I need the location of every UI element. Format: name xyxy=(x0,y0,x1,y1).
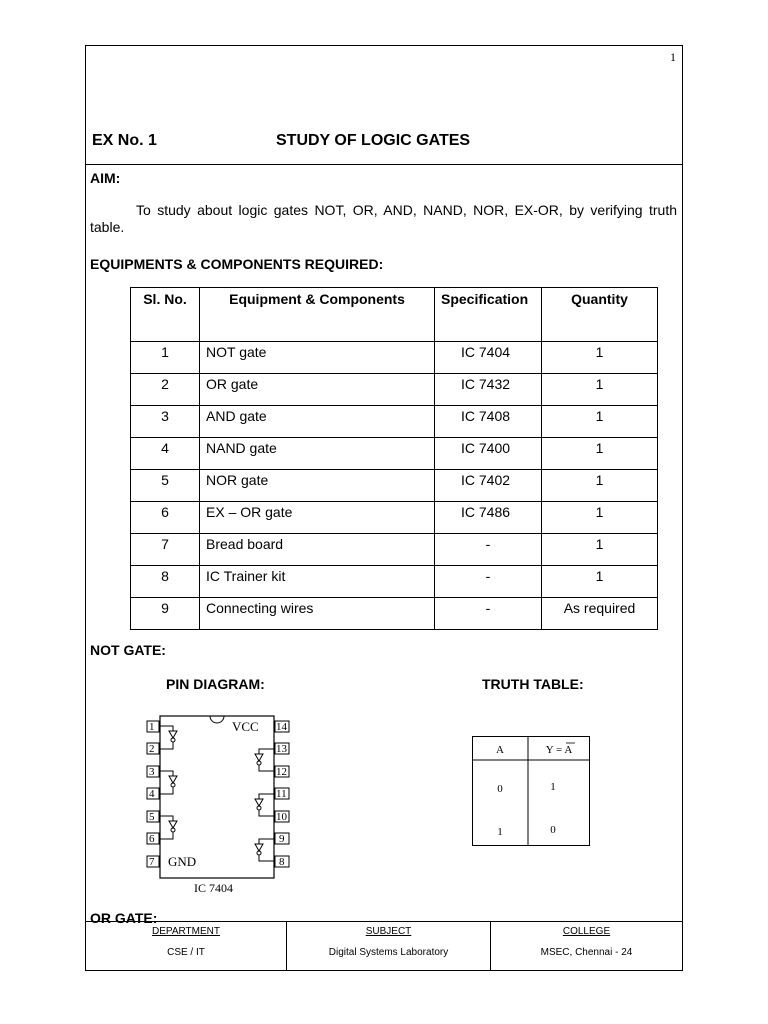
cell-specification: - xyxy=(435,534,542,566)
ic-notch xyxy=(210,716,224,723)
cell-equipment: AND gate xyxy=(200,406,435,438)
aim-text: To study about logic gates NOT, OR, AND, NAND, NOR, EX-OR, by verifying truth table. xyxy=(90,202,677,235)
table-row xyxy=(131,598,658,630)
pin-13: 13 xyxy=(276,743,287,755)
cell-quantity: 1 xyxy=(542,502,658,534)
col-header-slno: Sl. No. xyxy=(131,288,200,342)
page-title: STUDY OF LOGIC GATES xyxy=(276,132,471,149)
cell-slno: 5 xyxy=(131,470,200,502)
table-row xyxy=(131,406,658,438)
pin-12: 12 xyxy=(276,766,287,778)
table-row xyxy=(131,438,658,470)
inverter-gates-left xyxy=(160,726,177,839)
col-a-header: A xyxy=(496,744,504,756)
pin-14: 14 xyxy=(276,721,287,733)
pin-2: 2 xyxy=(149,743,155,755)
pin-11: 11 xyxy=(276,788,287,800)
cell-specification: - xyxy=(435,598,542,630)
cell-equipment: OR gate xyxy=(200,374,435,406)
pin-7: 7 xyxy=(149,856,155,868)
col-header-quantity: Quantity xyxy=(542,288,658,342)
cell-equipment: NOT gate xyxy=(200,342,435,374)
pin-3: 3 xyxy=(149,766,155,778)
cell-specification: IC 7432 xyxy=(435,374,542,406)
table-row xyxy=(131,566,658,598)
not-gate-heading: NOT GATE: xyxy=(90,642,166,658)
cell-specification: IC 7402 xyxy=(435,470,542,502)
pin-1: 1 xyxy=(149,721,155,733)
subject-value: Digital Systems Laboratory xyxy=(328,947,449,958)
truth-table-heading: TRUTH TABLE: xyxy=(482,676,584,692)
cell-slno: 7 xyxy=(131,534,200,566)
footer-college xyxy=(490,922,682,970)
cell-slno: 8 xyxy=(131,566,200,598)
equipment-heading: EQUIPMENTS & COMPONENTS REQUIRED: xyxy=(90,256,384,272)
cell-slno: 1 xyxy=(131,342,200,374)
cell-specification: IC 7486 xyxy=(435,502,542,534)
cell-quantity: 1 xyxy=(542,534,658,566)
cell-specification: IC 7404 xyxy=(435,342,542,374)
cell-quantity: 1 xyxy=(542,438,658,470)
pin-4: 4 xyxy=(149,788,155,800)
inverter-gates-right xyxy=(255,749,274,861)
cell-y: 1 xyxy=(550,781,556,793)
cell-quantity: 1 xyxy=(542,406,658,438)
cell-specification: - xyxy=(435,566,542,598)
pin-diagram-heading: PIN DIAGRAM: xyxy=(166,676,265,692)
cell-equipment: Bread board xyxy=(200,534,435,566)
cell-y: 0 xyxy=(550,824,556,836)
cell-equipment: IC Trainer kit xyxy=(200,566,435,598)
cell-slno: 9 xyxy=(131,598,200,630)
gnd-label: GND xyxy=(168,854,197,869)
header-divider xyxy=(86,164,682,165)
table-row xyxy=(131,534,658,566)
col-y-header: Y = A xyxy=(545,744,573,756)
college-value: MSEC, Chennai - 24 xyxy=(540,947,633,958)
cell-slno: 6 xyxy=(131,502,200,534)
table-row xyxy=(131,502,658,534)
cell-equipment: NAND gate xyxy=(200,438,435,470)
cell-quantity: 1 xyxy=(542,342,658,374)
footer-subject xyxy=(286,922,490,970)
table-row xyxy=(131,374,658,406)
pin-8: 8 xyxy=(279,856,285,868)
cell-slno: 4 xyxy=(131,438,200,470)
cell-equipment: Connecting wires xyxy=(200,598,435,630)
subject-label: SUBJECT xyxy=(365,926,412,937)
pin-10: 10 xyxy=(276,811,287,823)
cell-slno: 2 xyxy=(131,374,200,406)
not-truth-table xyxy=(472,736,592,848)
aim-heading: AIM: xyxy=(90,170,121,186)
cell-equipment: NOR gate xyxy=(200,470,435,502)
col-header-specification: Specification xyxy=(435,288,542,342)
left-pins xyxy=(147,721,159,868)
pin-5: 5 xyxy=(149,811,155,823)
cell-quantity: 1 xyxy=(542,470,658,502)
right-pins xyxy=(275,721,289,868)
table-header-row xyxy=(131,288,658,342)
cell-a: 0 xyxy=(497,783,503,795)
department-value: CSE / IT xyxy=(167,947,205,958)
or-gate-heading: OR GATE: xyxy=(90,910,158,926)
cell-quantity: 1 xyxy=(542,566,658,598)
page-number: 1 xyxy=(670,50,676,64)
exercise-number: EX No. 1 xyxy=(92,132,157,149)
cell-slno: 3 xyxy=(131,406,200,438)
cell-specification: IC 7400 xyxy=(435,438,542,470)
ic-7404-pin-diagram xyxy=(146,706,306,901)
vcc-label: VCC xyxy=(232,719,259,734)
pin-6: 6 xyxy=(149,833,155,845)
ic-name-label: IC 7404 xyxy=(194,881,233,895)
department-label: DEPARTMENT xyxy=(152,926,220,937)
footer xyxy=(86,921,682,970)
cell-quantity: 1 xyxy=(542,374,658,406)
college-label: COLLEGE xyxy=(562,926,611,937)
page-frame xyxy=(85,45,683,971)
cell-specification: IC 7408 xyxy=(435,406,542,438)
table-row xyxy=(131,342,658,374)
pin-9: 9 xyxy=(279,833,285,845)
equipment-table xyxy=(130,287,658,630)
footer-department xyxy=(86,922,286,970)
cell-a: 1 xyxy=(497,826,503,838)
cell-equipment: EX – OR gate xyxy=(200,502,435,534)
col-header-equipment: Equipment & Components xyxy=(200,288,435,342)
cell-quantity: As required xyxy=(542,598,658,630)
table-row xyxy=(131,470,658,502)
